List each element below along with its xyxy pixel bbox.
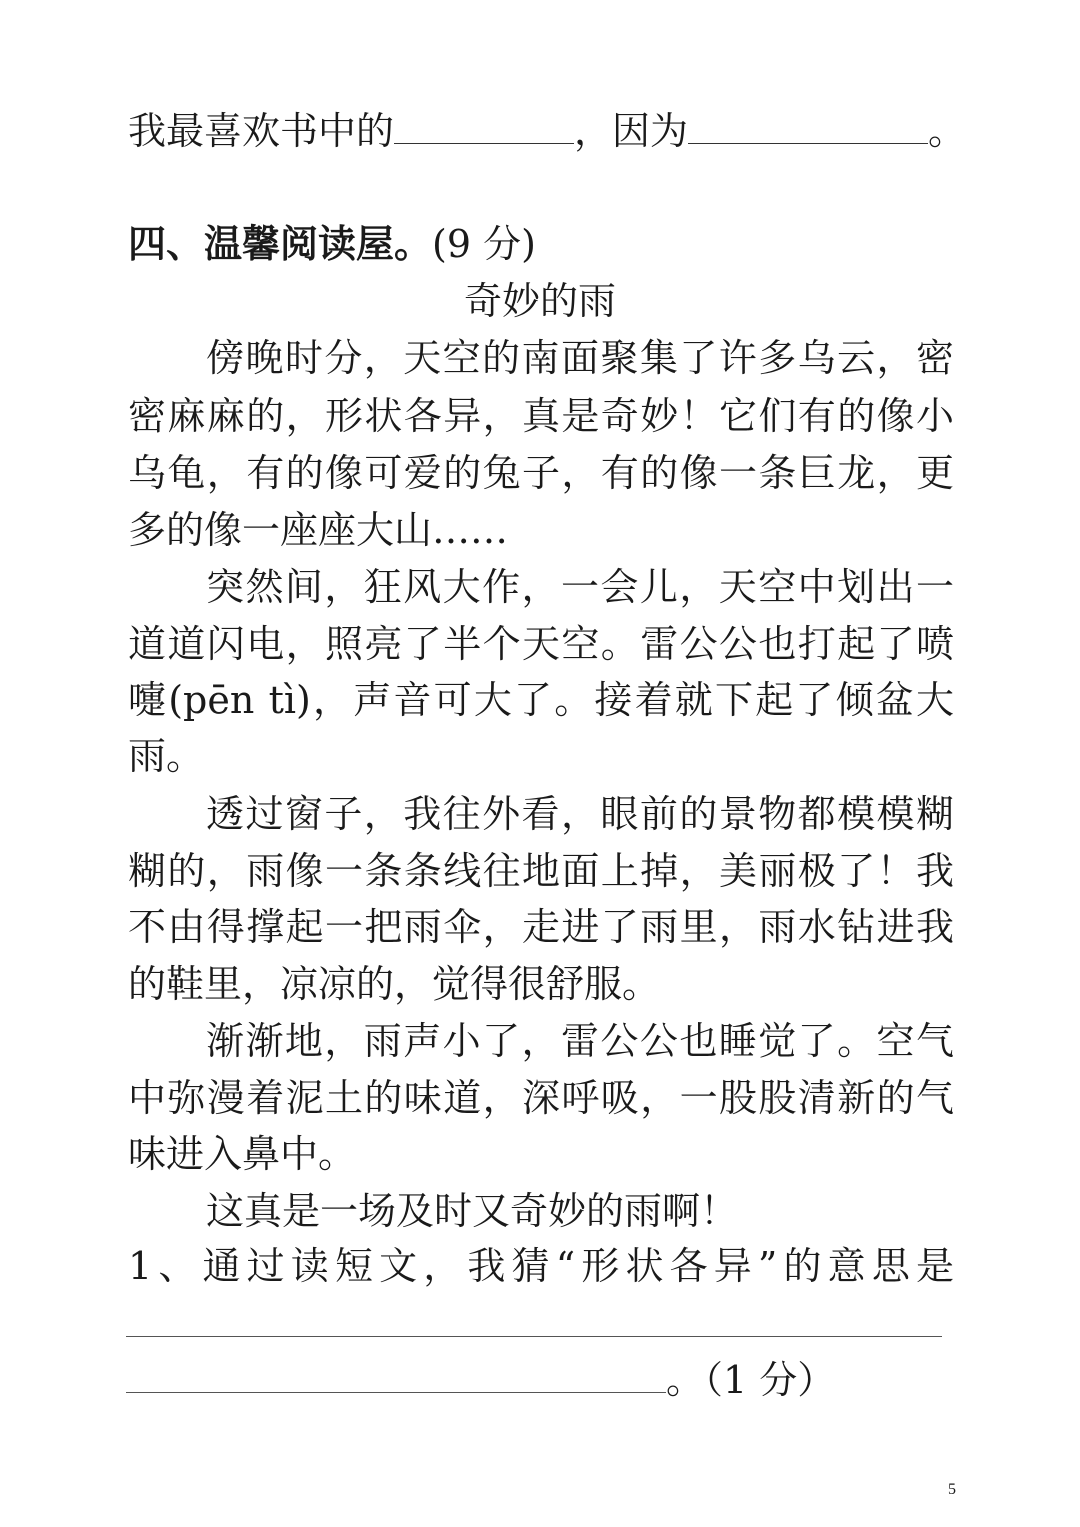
passage-line: 透过窗子，我往外看，眼前的景物都模模糊 (206, 792, 954, 836)
passage-line: 不由得撑起一把雨伞，走进了雨里，雨水钻进我 (128, 905, 954, 949)
passage-line: 乌龟，有的像可爱的兔子，有的像一条巨龙，更 (128, 451, 954, 495)
passage-line: 中弥漫着泥土的味道，深呼吸，一股股清新的气 (128, 1076, 954, 1120)
passage-line: 道道闪电，照亮了半个天空。雷公公也打起了喷 (128, 622, 954, 666)
passage-line: 这真是一场及时又奇妙的雨啊！ (206, 1189, 739, 1233)
passage-line: 密麻麻的，形状各异，真是奇妙！它们有的像小 (128, 394, 954, 438)
passage-line: 嚏(pēn tì)，声音可大了。接着就下起了倾盆大 (128, 678, 954, 722)
passage-line: 突然间，狂风大作，一会儿，天空中划出一 (206, 565, 954, 609)
fill-blank-sentence (128, 106, 966, 156)
page-number: 5 (948, 1481, 956, 1498)
answer-blank-2[interactable] (688, 109, 928, 144)
fill-blank-end: 。 (928, 109, 967, 153)
passage-line: 味进入鼻中。 (128, 1132, 357, 1176)
passage-line: 糊的，雨像一条条线往地面上掉，美丽极了！我 (128, 849, 954, 893)
section-title: 四、温馨阅读屋。 (128, 221, 433, 266)
question-1-period: 。 (666, 1358, 705, 1402)
answer-blank-1[interactable] (394, 109, 574, 144)
passage-title: 奇妙的雨 (463, 279, 616, 323)
section-score: (9 分) (432, 222, 536, 266)
passage-line: 的鞋里，凉凉的，觉得很舒服。 (128, 962, 661, 1006)
fill-blank-prefix: 我最喜欢书中的 (128, 109, 395, 153)
fill-blank-middle: ，因为 (574, 109, 689, 153)
passage-line: 雨。 (128, 734, 205, 778)
passage-line: 多的像一座座大山…… (128, 508, 509, 552)
question-1-score: （1 分） (704, 1358, 836, 1402)
passage-line: 傍晚时分，天空的南面聚集了许多乌云，密 (206, 336, 954, 380)
passage-line: 渐渐地，雨声小了，雷公公也睡觉了。空气 (206, 1019, 954, 1063)
question-1-end (666, 1355, 835, 1405)
answer-line-1[interactable] (126, 1336, 942, 1337)
answer-line-2[interactable] (126, 1392, 666, 1393)
question-1-text: 1、通过读短文，我猜“形状各异”的意思是 (128, 1244, 954, 1288)
section-heading (128, 219, 536, 269)
